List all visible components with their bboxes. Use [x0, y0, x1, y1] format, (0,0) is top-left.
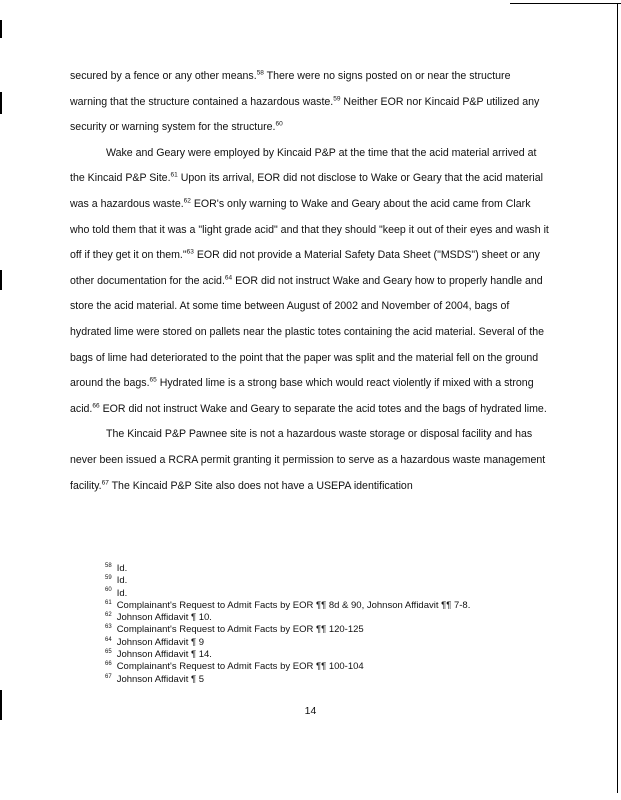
- text-run: EOR did not provide a Material Safety Data Sheet ("MSDS") sheet or any other documentation for the acid.: [70, 249, 540, 287]
- text-run: Wake and Geary were employed by Kincaid P&P at the time that the acid material arrived at the Kincaid P&P Site.: [70, 146, 537, 185]
- text-run: The Kincaid P&P Site also does not have a USEPA identification: [108, 479, 413, 492]
- footnote-text: Complainant's Request to Admit Facts by EOR ¶¶ 8d & 90, Johnson Affidavit ¶¶ 7-8.: [116, 599, 471, 611]
- footnote-number: 60: [105, 587, 112, 594]
- paragraph-1: [70, 64, 550, 141]
- text-run: There were no signs posted on or near the structure warning that the structure contained a hazardous waste.: [70, 70, 511, 108]
- page-number: 14: [304, 705, 317, 717]
- footnote-number: 67: [105, 673, 112, 680]
- scan-margin-mark: [0, 270, 2, 290]
- footnote-item: [105, 661, 470, 673]
- right-border-line: [617, 3, 618, 793]
- footnote-reference: 65: [149, 376, 157, 384]
- footnote-text: Id.: [116, 575, 128, 587]
- footnote-reference: 61: [170, 171, 178, 179]
- footnote-reference: 66: [92, 402, 100, 410]
- footnote-text: Complainant's Request to Admit Facts by EOR ¶¶ 100-104: [116, 661, 364, 673]
- footnote-reference: 63: [186, 248, 194, 256]
- footnote-item: [105, 612, 470, 624]
- footnote-text: Id.: [116, 587, 128, 599]
- text-run: Neither EOR nor Kincaid P&P utilized any security or warning system for the structure.: [70, 95, 540, 134]
- footnote-reference: 67: [101, 478, 109, 486]
- footnote-number: 63: [105, 624, 112, 631]
- text-run: EOR did not instruct Wake and Geary to separate the acid totes and the bags of hydrated lime.: [99, 402, 547, 415]
- text-run: Hydrated lime is a strong base which would react violently if mixed with a strong acid.: [70, 377, 534, 415]
- footnote-reference: 62: [183, 197, 191, 205]
- text-run: Upon its arrival, EOR did not disclose to Wake or Geary that the acid material was a hazardous waste.: [70, 172, 543, 210]
- footnote-text: Complainant's Request to Admit Facts by EOR ¶¶ 120-125: [116, 624, 364, 636]
- footnote-item: [105, 575, 470, 587]
- footnote-item: [105, 637, 470, 649]
- top-border-line: [510, 3, 621, 4]
- footnote-reference: 60: [275, 120, 283, 128]
- footnote-number: 59: [105, 575, 112, 582]
- footnote-text: Id.: [116, 563, 128, 574]
- paragraph-2: [70, 141, 550, 423]
- footnotes: [105, 563, 470, 686]
- text-run: The Kincaid P&P Pawnee site is not a hazardous waste storage or disposal facility and has never been issued a RCRA permit granting it permission to serve as a hazardous waste management facility.: [70, 428, 546, 492]
- text-run: secured by a fence or any other means.: [70, 70, 257, 82]
- scan-margin-mark: [0, 92, 2, 114]
- footnote-text: Johnson Affidavit ¶ 10.: [116, 612, 212, 624]
- main-text: [70, 64, 550, 499]
- footnote-item: [105, 624, 470, 636]
- footnote-text: Johnson Affidavit ¶ 14.: [116, 649, 212, 661]
- footnote-reference: 64: [224, 274, 233, 282]
- text-run: EOR's only warning to Wake and Geary about the acid came from Clark who told them that it was a "light grade acid" and that they should "keep it out of their eyes and wash it off if they get it on them.": [70, 197, 549, 262]
- footnote-text: Johnson Affidavit ¶ 9: [116, 636, 205, 648]
- footnote-item: [105, 649, 470, 661]
- footnote-item: [105, 600, 470, 612]
- footnote-number: 64: [105, 636, 112, 643]
- footnote-number: 61: [105, 599, 112, 606]
- scan-margin-mark: [0, 20, 2, 38]
- footnote-number: 62: [105, 612, 112, 619]
- paragraph-3: [70, 422, 550, 499]
- footnote-item: [105, 674, 470, 686]
- footnote-number: 66: [105, 661, 112, 668]
- footnote-item: [105, 563, 470, 575]
- footnote-text: Johnson Affidavit ¶ 5: [116, 673, 205, 685]
- footnote-reference: 58: [256, 69, 264, 77]
- footnote-item: [105, 588, 470, 600]
- footnote-number: 58: [105, 562, 112, 569]
- footnote-number: 65: [105, 648, 112, 655]
- document-body: [70, 64, 550, 499]
- footnote-reference: 59: [333, 95, 341, 103]
- text-run: EOR did not instruct Wake and Geary how to properly handle and store the acid material. At some time between August of 2002 and November of 2004, bags of hydrated lime were stored on pallets near the plastic totes containing the acid material. Several of the bags of lime had deteriorated to the point that the paper was split and the material fell on the ground around the bags.: [70, 274, 545, 390]
